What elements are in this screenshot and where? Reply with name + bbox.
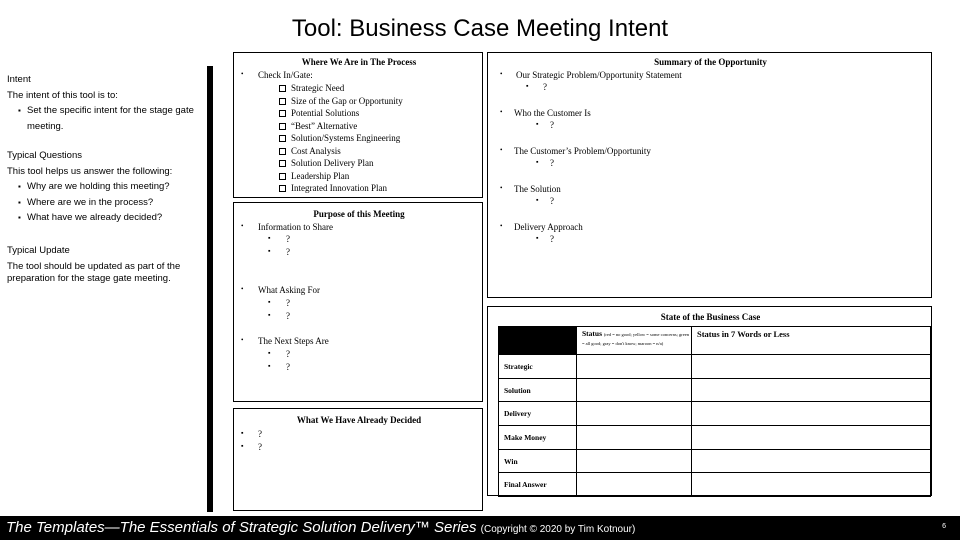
- checkbox[interactable]: [279, 185, 286, 192]
- summary-item-value[interactable]: ?: [550, 196, 554, 206]
- where-heading: Where We Are in The Process: [301, 57, 417, 67]
- purpose-box: [233, 202, 483, 402]
- bullet: ▪: [268, 311, 271, 319]
- question-item: ▪ What have we already decided?: [7, 210, 172, 226]
- status-cell[interactable]: [577, 426, 692, 450]
- status-legend: (red = no good; yellow = some concerns; green = all good; gray = don't know; maroon = n/a): [582, 332, 689, 346]
- questions-heading: Typical Questions: [7, 150, 82, 161]
- bullet: •: [500, 146, 503, 154]
- bullet: •: [241, 222, 244, 230]
- checkbox[interactable]: [279, 135, 286, 142]
- footer-bar: [0, 516, 960, 540]
- table-header-row: [499, 327, 931, 355]
- divider-bar: [207, 66, 213, 512]
- bullet: •: [241, 336, 244, 344]
- row-label: Solution: [499, 378, 577, 402]
- summary-item-value[interactable]: ?: [543, 82, 547, 92]
- status-cell[interactable]: [577, 378, 692, 402]
- status-cell[interactable]: [577, 449, 692, 473]
- summary-item-value[interactable]: ?: [550, 158, 554, 168]
- checkbox[interactable]: [279, 173, 286, 180]
- words-cell[interactable]: [692, 426, 931, 450]
- table-row: [499, 449, 931, 473]
- checkbox[interactable]: [279, 98, 286, 105]
- status-cell[interactable]: [577, 473, 692, 497]
- table-row: [499, 426, 931, 450]
- checklist: [279, 82, 403, 195]
- checkbox[interactable]: [279, 85, 286, 92]
- copyright: (Copyright © 2020 by Tim Kotnour): [480, 524, 636, 535]
- check-label: Check In/Gate:: [258, 70, 313, 80]
- checklist-item[interactable]: Strategic Need: [279, 82, 403, 95]
- words-cell[interactable]: [692, 378, 931, 402]
- summary-heading: Summary of the Opportunity: [654, 57, 767, 67]
- summary-box: [487, 52, 932, 298]
- words-cell[interactable]: [692, 473, 931, 497]
- next-steps-value[interactable]: ?: [286, 349, 290, 359]
- checkbox[interactable]: [279, 110, 286, 117]
- status-cell[interactable]: [577, 402, 692, 426]
- page-number: 6: [942, 523, 946, 530]
- summary-item-label: The Solution: [514, 184, 561, 194]
- purpose-heading: Purpose of this Meeting: [313, 209, 405, 219]
- words-cell[interactable]: [692, 449, 931, 473]
- bullet: •: [500, 108, 503, 116]
- checklist-item[interactable]: Potential Solutions: [279, 107, 403, 120]
- bullet: ▪: [536, 234, 539, 242]
- words-cell[interactable]: [692, 402, 931, 426]
- checklist-item[interactable]: Solution/Systems Engineering: [279, 132, 403, 145]
- state-heading: State of the Business Case: [660, 312, 761, 322]
- bullet: ▪: [241, 442, 244, 450]
- table-row: [499, 378, 931, 402]
- decided-heading: What We Have Already Decided: [296, 415, 422, 425]
- checklist-item[interactable]: Solution Delivery Plan: [279, 157, 403, 170]
- summary-item-label: Our Strategic Problem/Opportunity Statement: [516, 70, 682, 80]
- checkbox[interactable]: [279, 160, 286, 167]
- summary-item-value[interactable]: ?: [550, 234, 554, 244]
- checkbox[interactable]: [279, 148, 286, 155]
- bullet: •: [241, 285, 244, 293]
- table-row: [499, 355, 931, 379]
- bullet: ▪: [536, 120, 539, 128]
- checkbox[interactable]: [279, 123, 286, 130]
- intent-text: The intent of this tool is to:: [7, 89, 118, 101]
- table-row: [499, 473, 931, 497]
- row-label: Delivery: [499, 402, 577, 426]
- summary-item-label: The Customer’s Problem/Opportunity: [514, 146, 651, 156]
- bullet: ▪: [268, 234, 271, 242]
- bullet: •: [500, 222, 503, 230]
- checklist-item[interactable]: Integrated Innovation Plan: [279, 182, 403, 195]
- bullet: •: [500, 70, 503, 78]
- bullet: ▪: [268, 247, 271, 255]
- info-value[interactable]: ?: [286, 247, 290, 257]
- update-heading: Typical Update: [7, 245, 70, 256]
- info-label: Information to Share: [258, 222, 333, 232]
- checklist-item[interactable]: Cost Analysis: [279, 145, 403, 158]
- status-table: [498, 326, 931, 497]
- where-we-are-box: [233, 52, 483, 198]
- summary-item-label: Delivery Approach: [514, 222, 583, 232]
- summary-item-value[interactable]: ?: [550, 120, 554, 130]
- bullet: ▪: [536, 196, 539, 204]
- already-decided-box: [233, 408, 483, 511]
- asking-value[interactable]: ?: [286, 298, 290, 308]
- asking-label: What Asking For: [258, 285, 320, 295]
- questions-panel: [7, 148, 172, 226]
- questions-text: This tool helps us answer the following:: [7, 165, 173, 177]
- row-label: Strategic: [499, 355, 577, 379]
- header-corner-cell: [499, 327, 577, 355]
- page-title: Tool: Business Case Meeting Intent: [291, 15, 669, 42]
- bullet: ▪: [526, 82, 529, 90]
- series-title: The Templates—The Essentials of Strategic Solution Delivery™ Series: [6, 519, 477, 536]
- words-cell[interactable]: [692, 355, 931, 379]
- info-value[interactable]: ?: [286, 234, 290, 244]
- bullet: ▪: [268, 362, 271, 370]
- intent-panel: [7, 72, 197, 134]
- row-label: Win: [499, 449, 577, 473]
- checklist-item[interactable]: “Best” Alternative: [279, 120, 403, 133]
- decided-value[interactable]: ?: [258, 442, 262, 452]
- bullet: ▪: [268, 349, 271, 357]
- header-status-cell: [577, 327, 692, 355]
- status-column-title: Status: [582, 329, 603, 338]
- intent-bullet: ▪ Set the specific intent for the stage gate meeting.: [7, 103, 197, 134]
- bullet: ▪: [268, 298, 271, 306]
- checklist-item[interactable]: Size of the Gap or Opportunity: [279, 95, 403, 108]
- update-text: The tool should be updated as part of the preparation for the stage gate meeting.: [7, 260, 181, 284]
- table-row: [499, 402, 931, 426]
- checklist-item[interactable]: Leadership Plan: [279, 170, 403, 183]
- summary-item-label: Who the Customer Is: [514, 108, 591, 118]
- bullet: ▪: [241, 429, 244, 437]
- status-cell[interactable]: [577, 355, 692, 379]
- footer-text: [6, 519, 635, 536]
- row-label: Make Money: [499, 426, 577, 450]
- row-label: Final Answer: [499, 473, 577, 497]
- bullet: •: [500, 184, 503, 192]
- intent-heading: Intent: [7, 74, 31, 85]
- header-words-cell: Status in 7 Words or Less: [692, 327, 931, 355]
- bullet: ▪: [536, 158, 539, 166]
- asking-value[interactable]: ?: [286, 311, 290, 321]
- question-item: ▪ Why are we holding this meeting?: [7, 179, 172, 195]
- update-panel: [7, 243, 205, 285]
- decided-value[interactable]: ?: [258, 429, 262, 439]
- next-steps-label: The Next Steps Are: [258, 336, 329, 346]
- question-item: ▪ Where are we in the process?: [7, 195, 172, 211]
- next-steps-value[interactable]: ?: [286, 362, 290, 372]
- bullet: •: [241, 70, 244, 78]
